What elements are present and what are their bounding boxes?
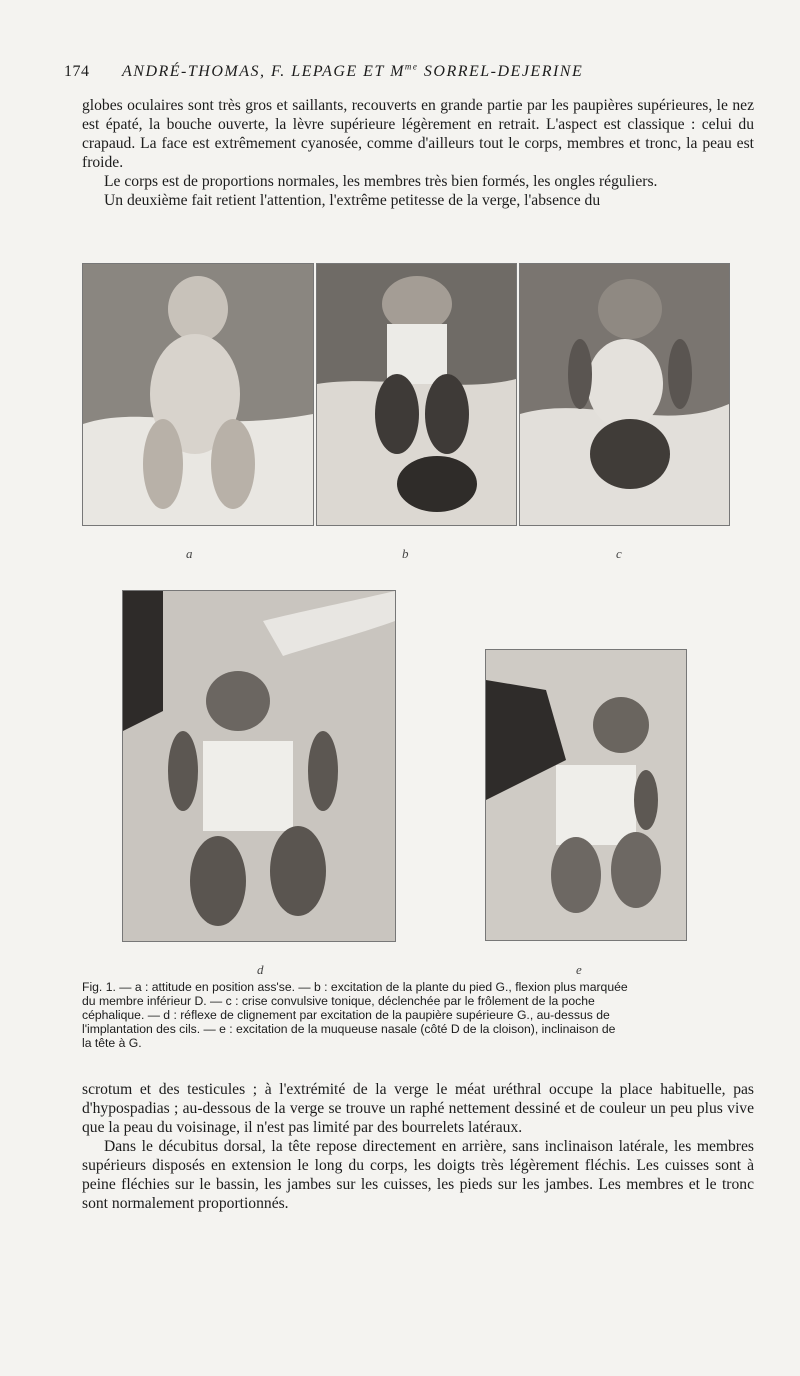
paragraph: scrotum et des testicules ; à l'extrémité de la verge le méat uréthral occupe la place habituelle, pas d'hypospadias ; au-dessous de la verge se trouve un raphé nettement dessiné et de couleur un peu plus vive que la peau du voisinage, il n'est pas limité par des bourrelets latéraux. (82, 1081, 754, 1136)
figure-caption (82, 980, 750, 1050)
label-d: d (257, 962, 264, 977)
photo-e (485, 649, 687, 941)
photo-b (316, 263, 517, 526)
caption-line: céphalique. — d : réflexe de clignement par excitation de la paupière supérieure G., au-dessus de (82, 1008, 610, 1022)
label-c: c (616, 546, 622, 561)
photo-c (519, 263, 730, 526)
paragraph: Dans le décubitus dorsal, la tête repose directement en arrière, sans inclinaison latérale, les membres supérieurs disposés en extension le long du corps, les doigts très légèrement fléchis. Les cuisses sont à peine fléchies sur le bassin, les jambes sur les cuisses, les pieds sur les jambes. Les membres et le tronc sont normalement proportionnés. (82, 1138, 754, 1212)
caption-line: l'implantation des cils. — e : excitation de la muqueuse nasale (côté D de la cloison), inclinaison de (82, 1022, 616, 1036)
caption-line: la tête à G. (82, 1036, 142, 1050)
body-text-bottom (82, 1080, 754, 1213)
body-text-top (82, 96, 754, 210)
paragraph: Le corps est de proportions normales, les membres très bien formés, les ongles réguliers. (104, 173, 658, 190)
caption-line: du membre inférieur D. — c : crise convulsive tonique, déclenchée par le frôlement de la poche (82, 994, 595, 1008)
label-e: e (576, 962, 582, 977)
running-title: ANDRÉ-THOMAS, F. LEPAGE ET $M^{me}$ SORREL-DEJERINE (122, 62, 584, 81)
running-header (64, 62, 744, 81)
label-b: b (402, 546, 409, 561)
caption-line: Fig. 1. — a : attitude en position ass'se. — b : excitation de la plante du pied G., flexion plus marquée (82, 980, 628, 994)
page-number: 174 (64, 63, 90, 81)
photo-a (82, 263, 314, 526)
paragraph: Un deuxième fait retient l'attention, l'extrême petitesse de la verge, l'absence du (104, 192, 601, 209)
paragraph: globes oculaires sont très gros et saillants, recouverts en grande partie par les paupières supérieures, le nez est épaté, la bouche ouverte, la lèvre supérieure légèrement en retrait. L'aspect est classique : celui du crapaud. La face est extrêmement cyanosée, comme d'ailleurs tout le corps, membres et tronc, la peau est froide. (82, 97, 754, 171)
photo-d (122, 590, 396, 942)
label-a: a (186, 546, 193, 561)
